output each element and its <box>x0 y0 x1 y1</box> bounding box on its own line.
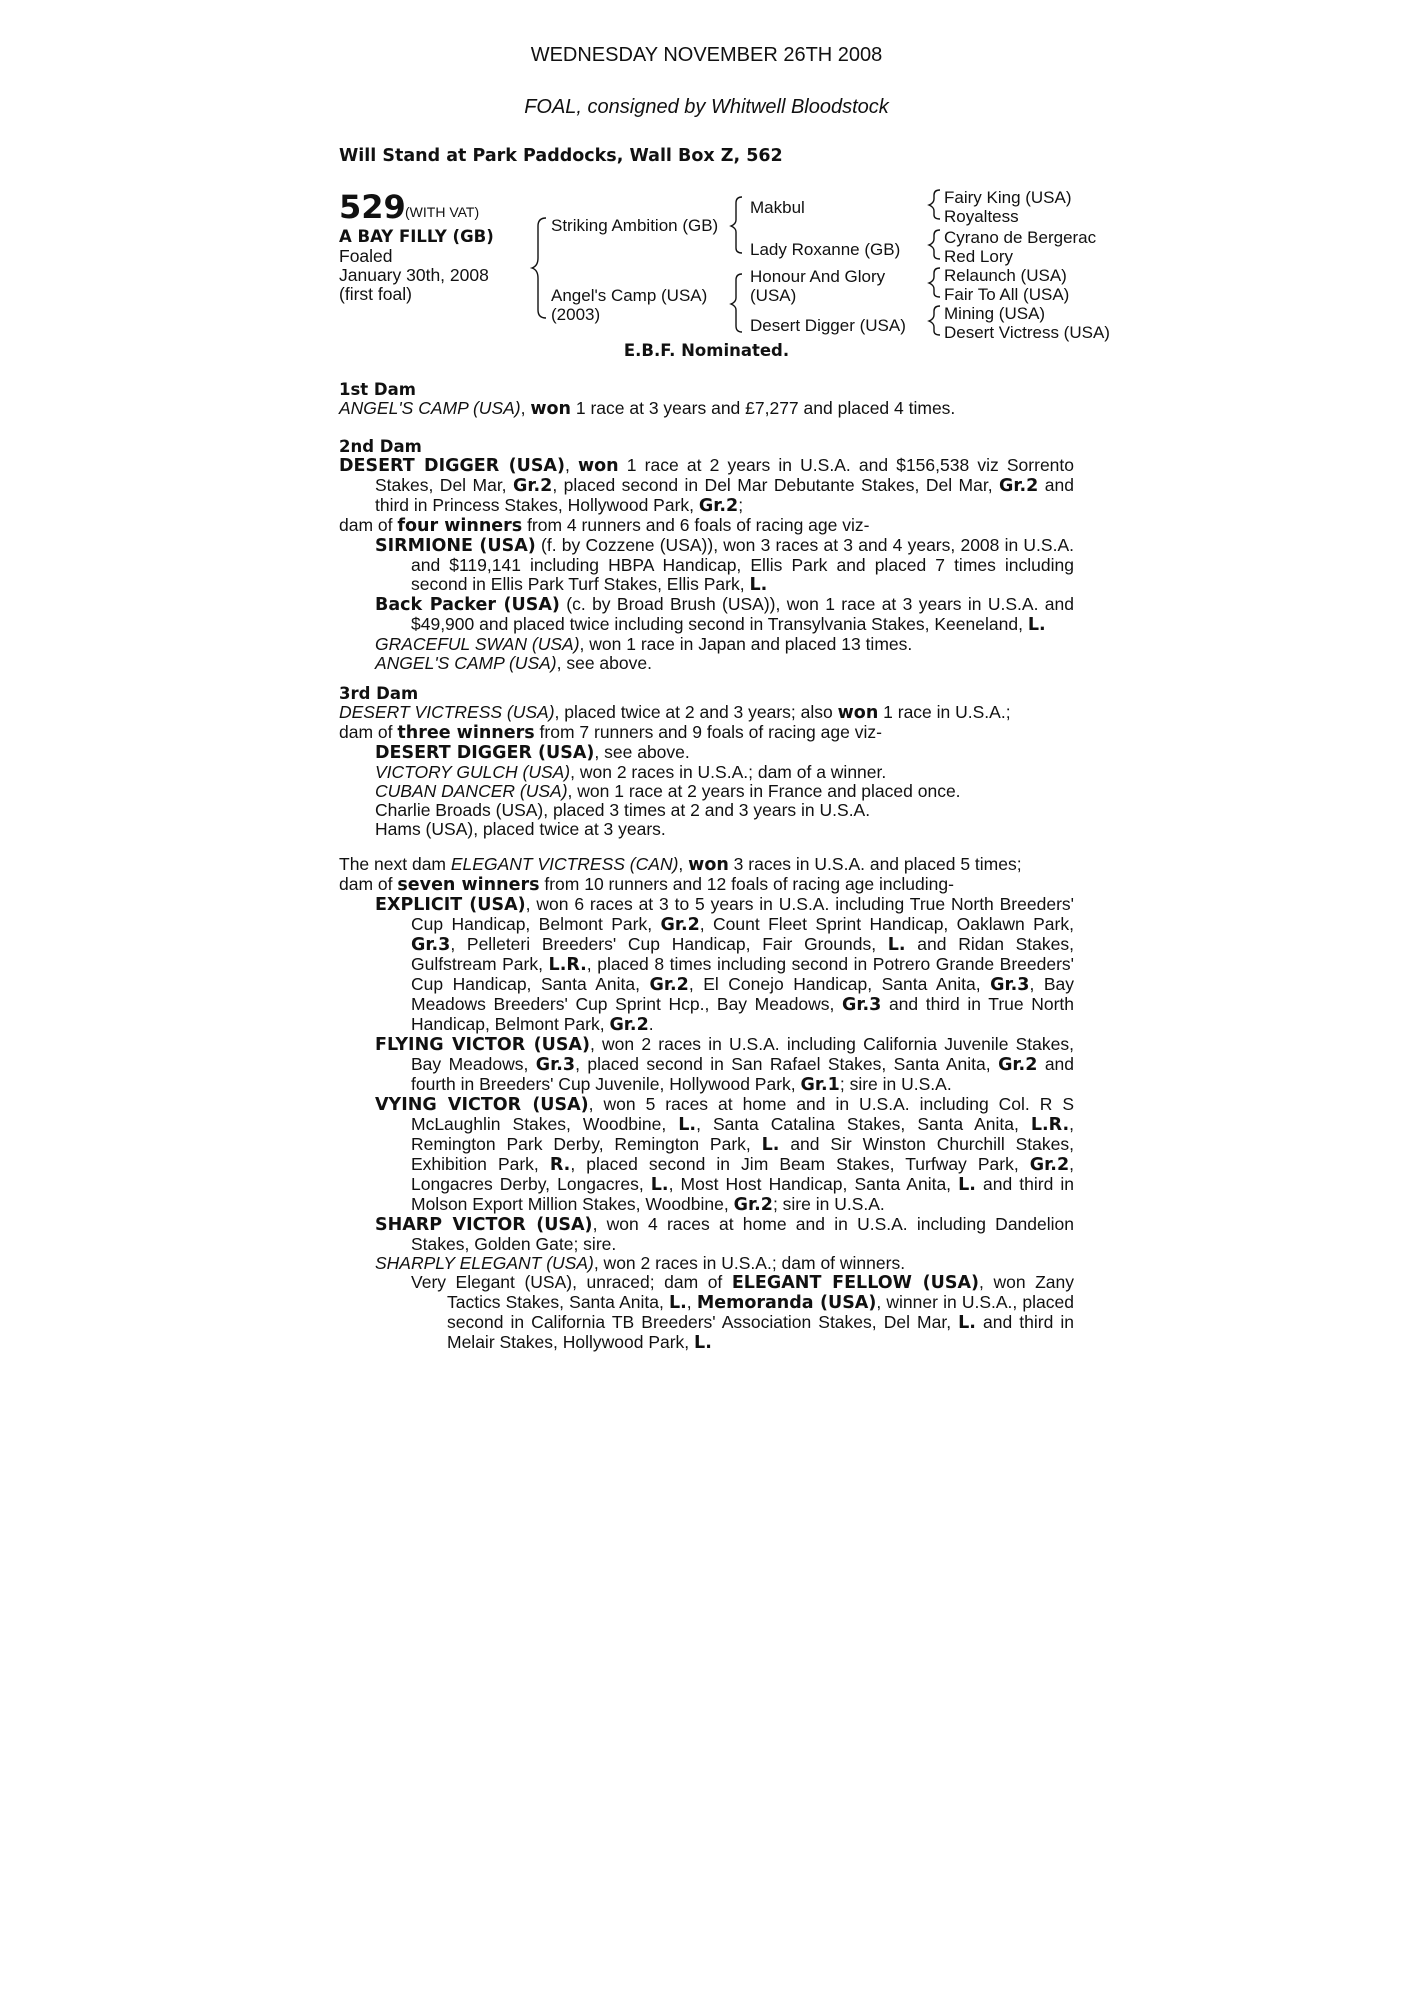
third-dam-record: DESERT VICTRESS (USA), placed twice at 2 and 3 years; also won 1 race in U.S.A.; <box>339 702 1011 723</box>
third-dam-section <box>339 684 1074 839</box>
pedigree-dam-line1: Angel's Camp (USA) <box>551 286 708 305</box>
pedigree-sds: Cyrano de Bergerac <box>944 228 1097 247</box>
first-dam-name: ANGEL'S CAMP (USA) <box>339 398 521 418</box>
pedigree-dam-line2: (2003) <box>551 305 601 324</box>
won-label: won <box>530 399 572 419</box>
next-dam-produce-summary: dam of seven winners from 10 runners and 12 foals of racing age including- <box>339 874 954 895</box>
ebf-nomination: E.B.F. Nominated. <box>623 341 790 360</box>
produce-entry: VYING VICTOR (USA), won 5 races at home and in U.S.A. including Col. R S McLaughlin Stakes, Woodbine, L., Santa Catalina Stakes, Santa Anita, L.R., Remington Park Derby, Remington Park, L. and Sir Winston Churchill Stakes, Exhibition Park, R., placed second in Jim Beam Stakes, Turfway Park, Gr.2, Longacres Derby, Longacres, L., Most Host Handicap, Santa Anita, L. and third in Molson Export Million Stakes, Woodbine, Gr.2; sire in U.S.A. <box>375 1094 1074 1215</box>
first-dam-section <box>339 380 1074 419</box>
foal-note: (first foal) <box>339 284 412 304</box>
produce-entry: Charlie Broads (USA), placed 3 times at 2 and 3 years in U.S.A. <box>375 800 871 820</box>
produce-entry: EXPLICIT (USA), won 6 races at 3 to 5 years in U.S.A. including True North Breeders' Cup Handicap, Belmont Park, Gr.2, Count Fleet Sprint Handicap, Oaklawn Park, Gr.3, Pelleteri Breeders' Cup Handicap, Fair Grounds, L. and Ridan Stakes, Gulfstream Park, L.R., placed 8 times including second in Potrero Grande Breeders' Cup Handicap, Santa Anita, Gr.2, El Conejo Handicap, Santa Anita, Gr.3, Bay Meadows Breeders' Cup Sprint Hcp., Bay Meadows, Gr.3 and third in True North Handicap, Belmont Park, Gr.2. <box>375 894 1075 1035</box>
first-dam-text: ANGEL'S CAMP (USA), won 1 race at 3 years and £7,277 and placed 4 times. <box>339 398 956 419</box>
produce-entry: FLYING VICTOR (USA), won 2 races in U.S.A. including California Juvenile Stakes, Bay Meadows, Gr.3, placed second in San Rafael Stakes, Santa Anita, Gr.2 and fourth in Breeders' Cup Juvenile, Hollywood Park, Gr.1; sire in U.S.A. <box>375 1034 1075 1095</box>
consignor-line: FOAL, consigned by Whitwell Bloodstock <box>524 96 889 118</box>
third-dam-heading: 3rd Dam <box>339 684 419 703</box>
pedigree-dsd: Fair To All (USA) <box>944 285 1070 304</box>
pedigree-dam-dam: Desert Digger (USA) <box>750 316 906 335</box>
next-dam-section <box>339 855 1074 1353</box>
foaled-label: Foaled <box>339 246 393 266</box>
pedigree-sss: Fairy King (USA) <box>944 188 1072 207</box>
pedigree-dss: Relaunch (USA) <box>944 266 1067 285</box>
produce-entry: SIRMIONE (USA) (f. by Cozzene (USA)), won 3 races at 3 and 4 years, 2008 in U.S.A. and $119,141 including HBPA Handicap, Ellis Park and placed 7 times including second in Ellis Park Turf Stakes, Ellis Park, L. <box>375 535 1074 595</box>
pedigree-sdd: Red Lory <box>944 247 1013 266</box>
produce-entry: SHARPLY ELEGANT (USA), won 2 races in U.S.A.; dam of winners. <box>375 1253 906 1273</box>
pedigree-dds: Mining (USA) <box>944 304 1046 323</box>
pedigree-ddd: Desert Victress (USA) <box>944 323 1110 342</box>
pedigree-dam-sire-line1: Honour And Glory <box>750 267 886 286</box>
pedigree-ssd: Royaltess <box>944 207 1019 226</box>
produce-entry: ANGEL'S CAMP (USA), see above. <box>375 653 652 673</box>
second-dam-heading: 2nd Dam <box>339 437 422 456</box>
pedigree-sire-sire: Makbul <box>750 198 805 217</box>
stand-location: Will Stand at Park Paddocks, Wall Box Z, 562 <box>339 146 783 166</box>
produce-entry: Back Packer (USA) (c. by Broad Brush (USA)), won 1 race at 3 years in U.S.A. and $49,900 and placed twice including second in Transylvania Stakes, Keeneland, L. <box>375 594 1074 635</box>
produce-entry: SHARP VICTOR (USA), won 4 races at home and in U.S.A. including Dandelion Stakes, Golden Gate; sire. <box>375 1214 1074 1254</box>
produce-entry: Hams (USA), placed twice at 3 years. <box>375 819 666 839</box>
first-dam-heading: 1st Dam <box>339 380 416 399</box>
lot-number: 529 <box>339 188 406 226</box>
third-dam-produce-summary: dam of three winners from 7 runners and 9 foals of racing age viz- <box>339 722 882 743</box>
pedigree-sire-dam: Lady Roxanne (GB) <box>750 240 901 259</box>
produce-entry: VICTORY GULCH (USA), won 2 races in U.S.A.; dam of a winner. <box>375 762 887 782</box>
sale-date: WEDNESDAY NOVEMBER 26TH 2008 <box>530 44 883 66</box>
produce-entry: GRACEFUL SWAN (USA), won 1 race in Japan and placed 13 times. <box>375 634 913 654</box>
foaled-date: January 30th, 2008 <box>339 265 489 285</box>
pedigree-sire: Striking Ambition (GB) <box>551 216 719 235</box>
vat-note: (WITH VAT) <box>405 204 480 220</box>
lot-description: A BAY FILLY (GB) <box>339 227 494 246</box>
produce-entry: DESERT DIGGER (USA), see above. <box>375 742 690 763</box>
second-dam-record: DESERT DIGGER (USA), won 1 race at 2 years in U.S.A. and $156,538 viz Sorrento Stakes, Del Mar, Gr.2, placed second in Del Mar Debutante Stakes, Del Mar, Gr.2 and third in Princess Stakes, Hollywood Park, Gr.2; <box>339 455 1074 516</box>
produce-entry: Very Elegant (USA), unraced; dam of ELEGANT FELLOW (USA), won Zany Tactics Stakes, Santa Anita, L., Memoranda (USA), winner in U.S.A., placed second in California TB Breeders' Association Stakes, Del Mar, L. and third in Melair Stakes, Hollywood Park, L. <box>411 1272 1074 1353</box>
second-dam-produce-summary: dam of four winners from 4 runners and 6 foals of racing age viz- <box>339 515 870 536</box>
pedigree-brackets <box>0 0 1413 360</box>
pedigree-dam-sire-line2: (USA) <box>750 286 797 305</box>
produce-entry: CUBAN DANCER (USA), won 1 race at 2 years in France and placed once. <box>375 781 961 801</box>
second-dam-section <box>339 437 1074 673</box>
next-dam-record: The next dam ELEGANT VICTRESS (CAN), won 3 races in U.S.A. and placed 5 times; <box>339 854 1022 875</box>
